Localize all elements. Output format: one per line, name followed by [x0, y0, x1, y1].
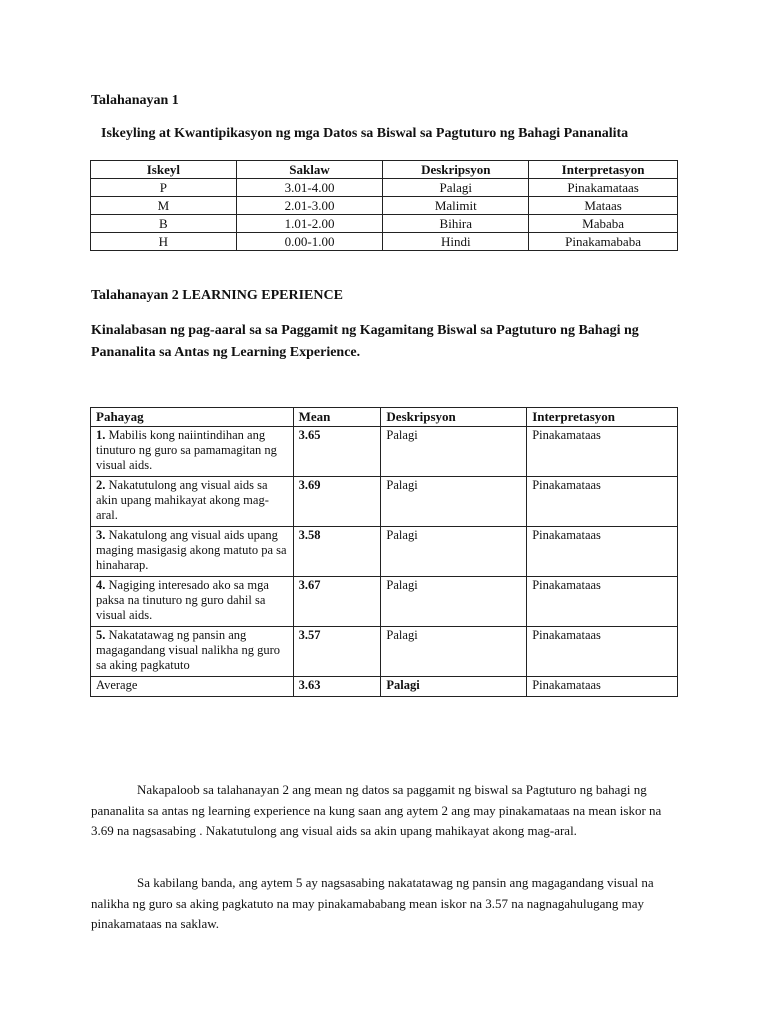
mean-cell: 3.67: [293, 577, 381, 627]
statement-text: Mabilis kong naiintindihan ang tinuturo ng guro sa pamamagitan ng visual aids.: [96, 428, 277, 472]
statement-cell: [91, 577, 294, 627]
table-cell: Pinakamataas: [529, 179, 678, 197]
table-header-row: [91, 161, 678, 179]
table-cell: 3.01-4.00: [236, 179, 383, 197]
average-interpretation: Pinakamataas: [527, 677, 678, 697]
statement-cell: [91, 627, 294, 677]
learning-experience-table: [90, 407, 678, 697]
table-cell: Mataas: [529, 197, 678, 215]
header-saklaw: Saklaw: [236, 161, 383, 179]
scaling-table: [90, 160, 678, 251]
description-cell: Palagi: [381, 627, 527, 677]
interpretation-cell: Pinakamataas: [527, 577, 678, 627]
header-interpretasyon: Interpretasyon: [527, 408, 678, 427]
table2-label: Talahanayan 2 LEARNING EPERIENCE: [91, 288, 343, 303]
table-header-row: [91, 408, 678, 427]
header-deskripsyon: Deskripsyon: [383, 161, 529, 179]
interpretation-cell: Pinakamataas: [527, 627, 678, 677]
description-cell: Palagi: [381, 427, 527, 477]
analysis-paragraph-2: Sa kabilang banda, ang aytem 5 ay nagsasabing nakatatawag ng pansin ang magagandang visual na nalikha ng guro sa aking pagkatuto na may pinakamababang mean iskor na 3.57 na nagnagahulugang may pinakamataas na saklaw.: [91, 875, 654, 931]
description-cell: Palagi: [381, 577, 527, 627]
item-number: 2.: [96, 478, 106, 492]
header-iskeyl: Iskeyl: [91, 161, 237, 179]
table-cell: Palagi: [383, 179, 529, 197]
mean-cell: 3.58: [293, 527, 381, 577]
item-number: 4.: [96, 578, 106, 592]
table-cell: M: [91, 197, 237, 215]
table-cell: Bihira: [383, 215, 529, 233]
average-row: [91, 677, 678, 697]
table-cell: Malimit: [383, 197, 529, 215]
average-description: Palagi: [381, 677, 527, 697]
item-number: 5.: [96, 628, 106, 642]
mean-cell: 3.65: [293, 427, 381, 477]
table-cell: 1.01-2.00: [236, 215, 383, 233]
mean-cell: 3.69: [293, 477, 381, 527]
interpretation-cell: Pinakamataas: [527, 427, 678, 477]
table1-label: Talahanayan 1: [91, 93, 179, 108]
table-cell: P: [91, 179, 237, 197]
interpretation-cell: Pinakamataas: [527, 477, 678, 527]
item-number: 1.: [96, 428, 106, 442]
table1-title: Iskeyling at Kwantipikasyon ng mga Datos sa Biswal sa Pagtuturo ng Bahagi Pananalita: [101, 126, 629, 141]
table-cell: 0.00-1.00: [236, 233, 383, 251]
interpretation-cell: Pinakamataas: [527, 527, 678, 577]
header-pahayag: Pahayag: [91, 408, 294, 427]
table-row: [91, 179, 678, 197]
analysis-paragraph-1: Nakapaloob sa talahanayan 2 ang mean ng datos sa paggamit ng biswal sa Pagtuturo ng bahagi ng pananalita sa antas ng learning experience na kung saan ang aytem 2 ang may pinakamataas na mean iskor na 3.69 na nagsasabing . Nakatutulong ang visual aids sa akin upang mahikayat akong mag-aral.: [91, 782, 662, 838]
table-cell: H: [91, 233, 237, 251]
mean-cell: 3.57: [293, 627, 381, 677]
statement-text: Nakatulong ang visual aids upang maging masigasig akong matuto pa sa hinaharap.: [96, 528, 287, 572]
table-row: [91, 427, 678, 477]
description-cell: Palagi: [381, 527, 527, 577]
table-cell: 2.01-3.00: [236, 197, 383, 215]
table-row: [91, 627, 678, 677]
statement-text: Nakatatawag ng pansin ang magagandang visual nalikha ng guro sa aking pagkatuto: [96, 628, 280, 672]
table-row: [91, 477, 678, 527]
table-row: [91, 577, 678, 627]
table-cell: Hindi: [383, 233, 529, 251]
header-interpretasyon: Interpretasyon: [529, 161, 678, 179]
header-deskripsyon: Deskripsyon: [381, 408, 527, 427]
average-label: Average: [91, 677, 294, 697]
description-cell: Palagi: [381, 477, 527, 527]
statement-text: Nagiging interesado ako sa mga paksa na tinuturo ng guro dahil sa visual aids.: [96, 578, 269, 622]
average-mean: 3.63: [293, 677, 381, 697]
statement-cell: [91, 427, 294, 477]
table-cell: Mababa: [529, 215, 678, 233]
table-row: [91, 233, 678, 251]
table-row: [91, 215, 678, 233]
statement-cell: [91, 527, 294, 577]
table-cell: Pinakamababa: [529, 233, 678, 251]
table-row: [91, 527, 678, 577]
item-number: 3.: [96, 528, 106, 542]
statement-cell: [91, 477, 294, 527]
statement-text: Nakatutulong ang visual aids sa akin upang mahikayat akong mag-aral.: [96, 478, 269, 522]
table-row: [91, 197, 678, 215]
table-cell: B: [91, 215, 237, 233]
table2-title: Kinalabasan ng pag-aaral sa sa Paggamit ng Kagamitang Biswal sa Pagtuturo ng Bahagi ng Pananalita sa Antas ng Learning Experience.: [91, 323, 639, 360]
header-mean: Mean: [293, 408, 381, 427]
